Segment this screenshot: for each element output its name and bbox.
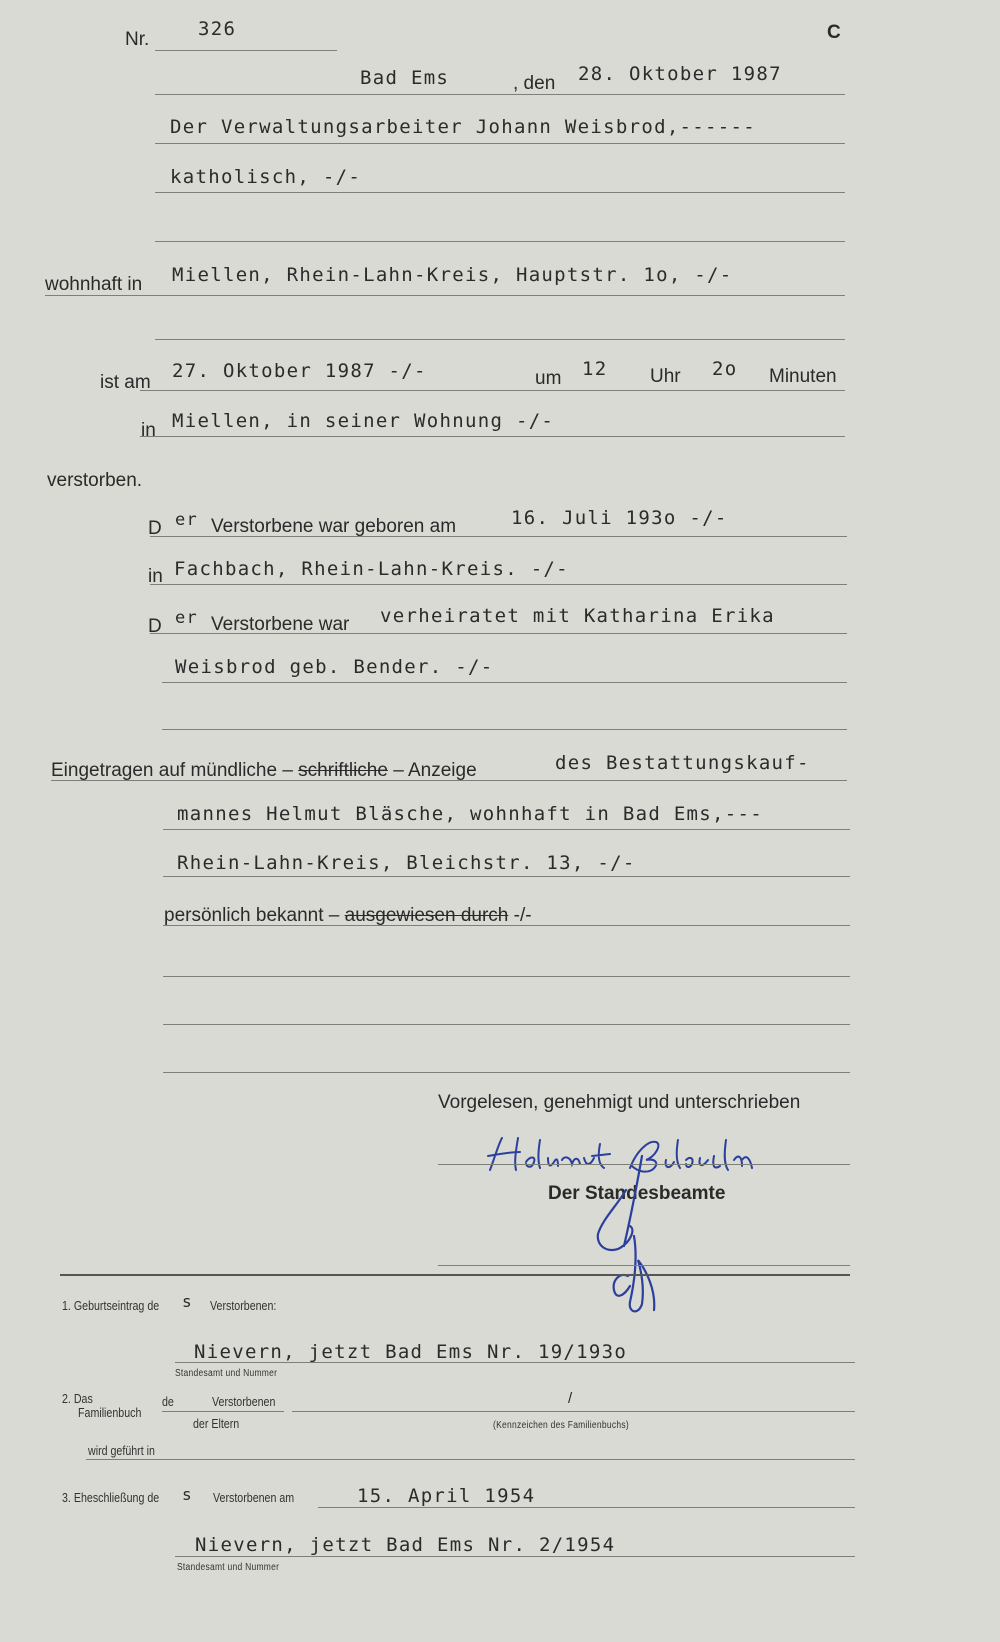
ruled-line: [155, 94, 845, 95]
registrar-signature: [590, 1150, 670, 1320]
ruled-line: [163, 925, 850, 926]
read-approved-label: Vorgelesen, genehmigt und unterschrieben: [438, 1092, 801, 1113]
um-label: um: [535, 368, 562, 389]
item3-s: s: [182, 1485, 193, 1504]
ruled-line: [155, 241, 845, 242]
minuten-label: Minuten: [769, 366, 837, 387]
report-label: Eingetragen auf mündliche – schriftliche – Anzeige: [51, 760, 477, 781]
ruled-line: [45, 295, 845, 296]
ruled-line: [175, 1556, 855, 1557]
ruled-line: [155, 339, 845, 340]
marriage-line-1: verheiratet mit Katharina Erika: [380, 605, 775, 627]
ruled-line: [162, 682, 847, 683]
item2-label-b: Familienbuch: [78, 1405, 142, 1420]
ruled-line: [86, 1459, 855, 1460]
kennzeichen-caption: (Kennzeichen des Familienbuchs): [493, 1420, 629, 1431]
verstorben-label: verstorben.: [47, 470, 143, 491]
ruled-line: [438, 1265, 850, 1266]
ruled-line: [140, 436, 845, 437]
item1-label: 1. Geburtseintrag de: [62, 1298, 160, 1313]
deceased-line-1: Der Verwaltungsarbeiter Johann Weisbrod,------: [170, 116, 756, 138]
marriage-d-label: D: [148, 616, 162, 637]
ruled-line: [150, 584, 847, 585]
ruled-line: [162, 729, 847, 730]
ruled-line: [163, 1072, 850, 1073]
registry-place: Bad Ems: [360, 67, 450, 89]
death-in-label: in: [141, 420, 156, 441]
birth-register-entry: Nievern, jetzt Bad Ems Nr. 19/193o: [194, 1341, 628, 1363]
nr-label: Nr.: [125, 29, 150, 50]
ruled-line: [163, 1024, 850, 1025]
footer-separator: [60, 1274, 850, 1276]
report-line-1: des Bestattungskauf-: [555, 752, 810, 774]
birth-er-label: er: [175, 510, 199, 530]
death-place: Miellen, in seiner Wohnung -/-: [172, 410, 555, 432]
report-line-3: Rhein-Lahn-Kreis, Bleichstr. 13, -/-: [177, 852, 636, 874]
marriage-line-2: Weisbrod geb. Bender. -/-: [175, 656, 494, 678]
marriage-register-entry: Nievern, jetzt Bad Ems Nr. 2/1954: [195, 1534, 616, 1556]
registrar-label: Der Standesbeamte: [548, 1183, 726, 1204]
ruled-line: [51, 780, 847, 781]
wohnhaft-label: wohnhaft in: [45, 274, 143, 295]
entry-number: 326: [198, 18, 237, 40]
item2-slash: /: [568, 1390, 573, 1407]
ruled-line: [175, 1362, 855, 1363]
item2-eltern: der Eltern: [193, 1416, 240, 1431]
deceased-line-2: katholisch, -/-: [170, 166, 362, 188]
death-hour: 12: [582, 358, 608, 380]
birth-d-label: D: [148, 518, 162, 539]
ruled-line: [318, 1507, 855, 1508]
item3-suffix: Verstorbenen am: [213, 1490, 295, 1505]
ruled-line: [162, 1411, 284, 1412]
ruled-line: [155, 143, 845, 144]
ruled-line: [163, 976, 850, 977]
den-label: , den: [513, 73, 556, 94]
ist-am-label: ist am: [100, 372, 151, 393]
item2-de: de: [162, 1394, 174, 1409]
marriage-label: Verstorbene war: [211, 614, 350, 635]
ruled-line: [163, 829, 850, 830]
ruled-line: [292, 1411, 855, 1412]
marriage-er-label: er: [175, 608, 199, 628]
residence: Miellen, Rhein-Lahn-Kreis, Hauptstr. 1o, -/-: [172, 264, 733, 286]
registry-date: 28. Oktober 1987: [578, 63, 782, 85]
item1-suffix: Verstorbenen:: [210, 1298, 277, 1313]
report-line-2: mannes Helmut Bläsche, wohnhaft in Bad Ems,---: [177, 803, 763, 825]
ruled-line: [150, 633, 847, 634]
birth-label: Verstorbene war geboren am: [211, 516, 457, 537]
death-minute: 2o: [712, 358, 738, 380]
ruled-line: [140, 390, 845, 391]
standesamt-caption-2: Standesamt und Nummer: [177, 1562, 280, 1573]
item3-label: 3. Eheschließung de: [62, 1490, 160, 1505]
death-date: 27. Oktober 1987 -/-: [172, 360, 427, 382]
item2-wird: wird geführt in: [88, 1443, 155, 1458]
standesamt-caption-1: Standesamt und Nummer: [175, 1368, 278, 1379]
marriage-date: 15. April 1954: [357, 1485, 536, 1507]
uhr-label: Uhr: [650, 366, 681, 387]
item2-label-a: 2. Das: [62, 1391, 93, 1406]
birth-date: 16. Juli 193o -/-: [511, 507, 728, 529]
birth-place: Fachbach, Rhein-Lahn-Kreis. -/-: [174, 558, 569, 580]
birth-in-label: in: [148, 566, 163, 587]
ruled-line: [163, 876, 850, 877]
ruled-line: [155, 192, 845, 193]
item1-s: s: [182, 1292, 193, 1311]
nr-line: [155, 50, 337, 51]
known-label: persönlich bekannt – ausgewiesen durch -/-: [164, 905, 532, 926]
ruled-line: [150, 536, 847, 537]
item2-verstorbenen: Verstorbenen: [212, 1394, 276, 1409]
form-letter: C: [827, 22, 841, 43]
